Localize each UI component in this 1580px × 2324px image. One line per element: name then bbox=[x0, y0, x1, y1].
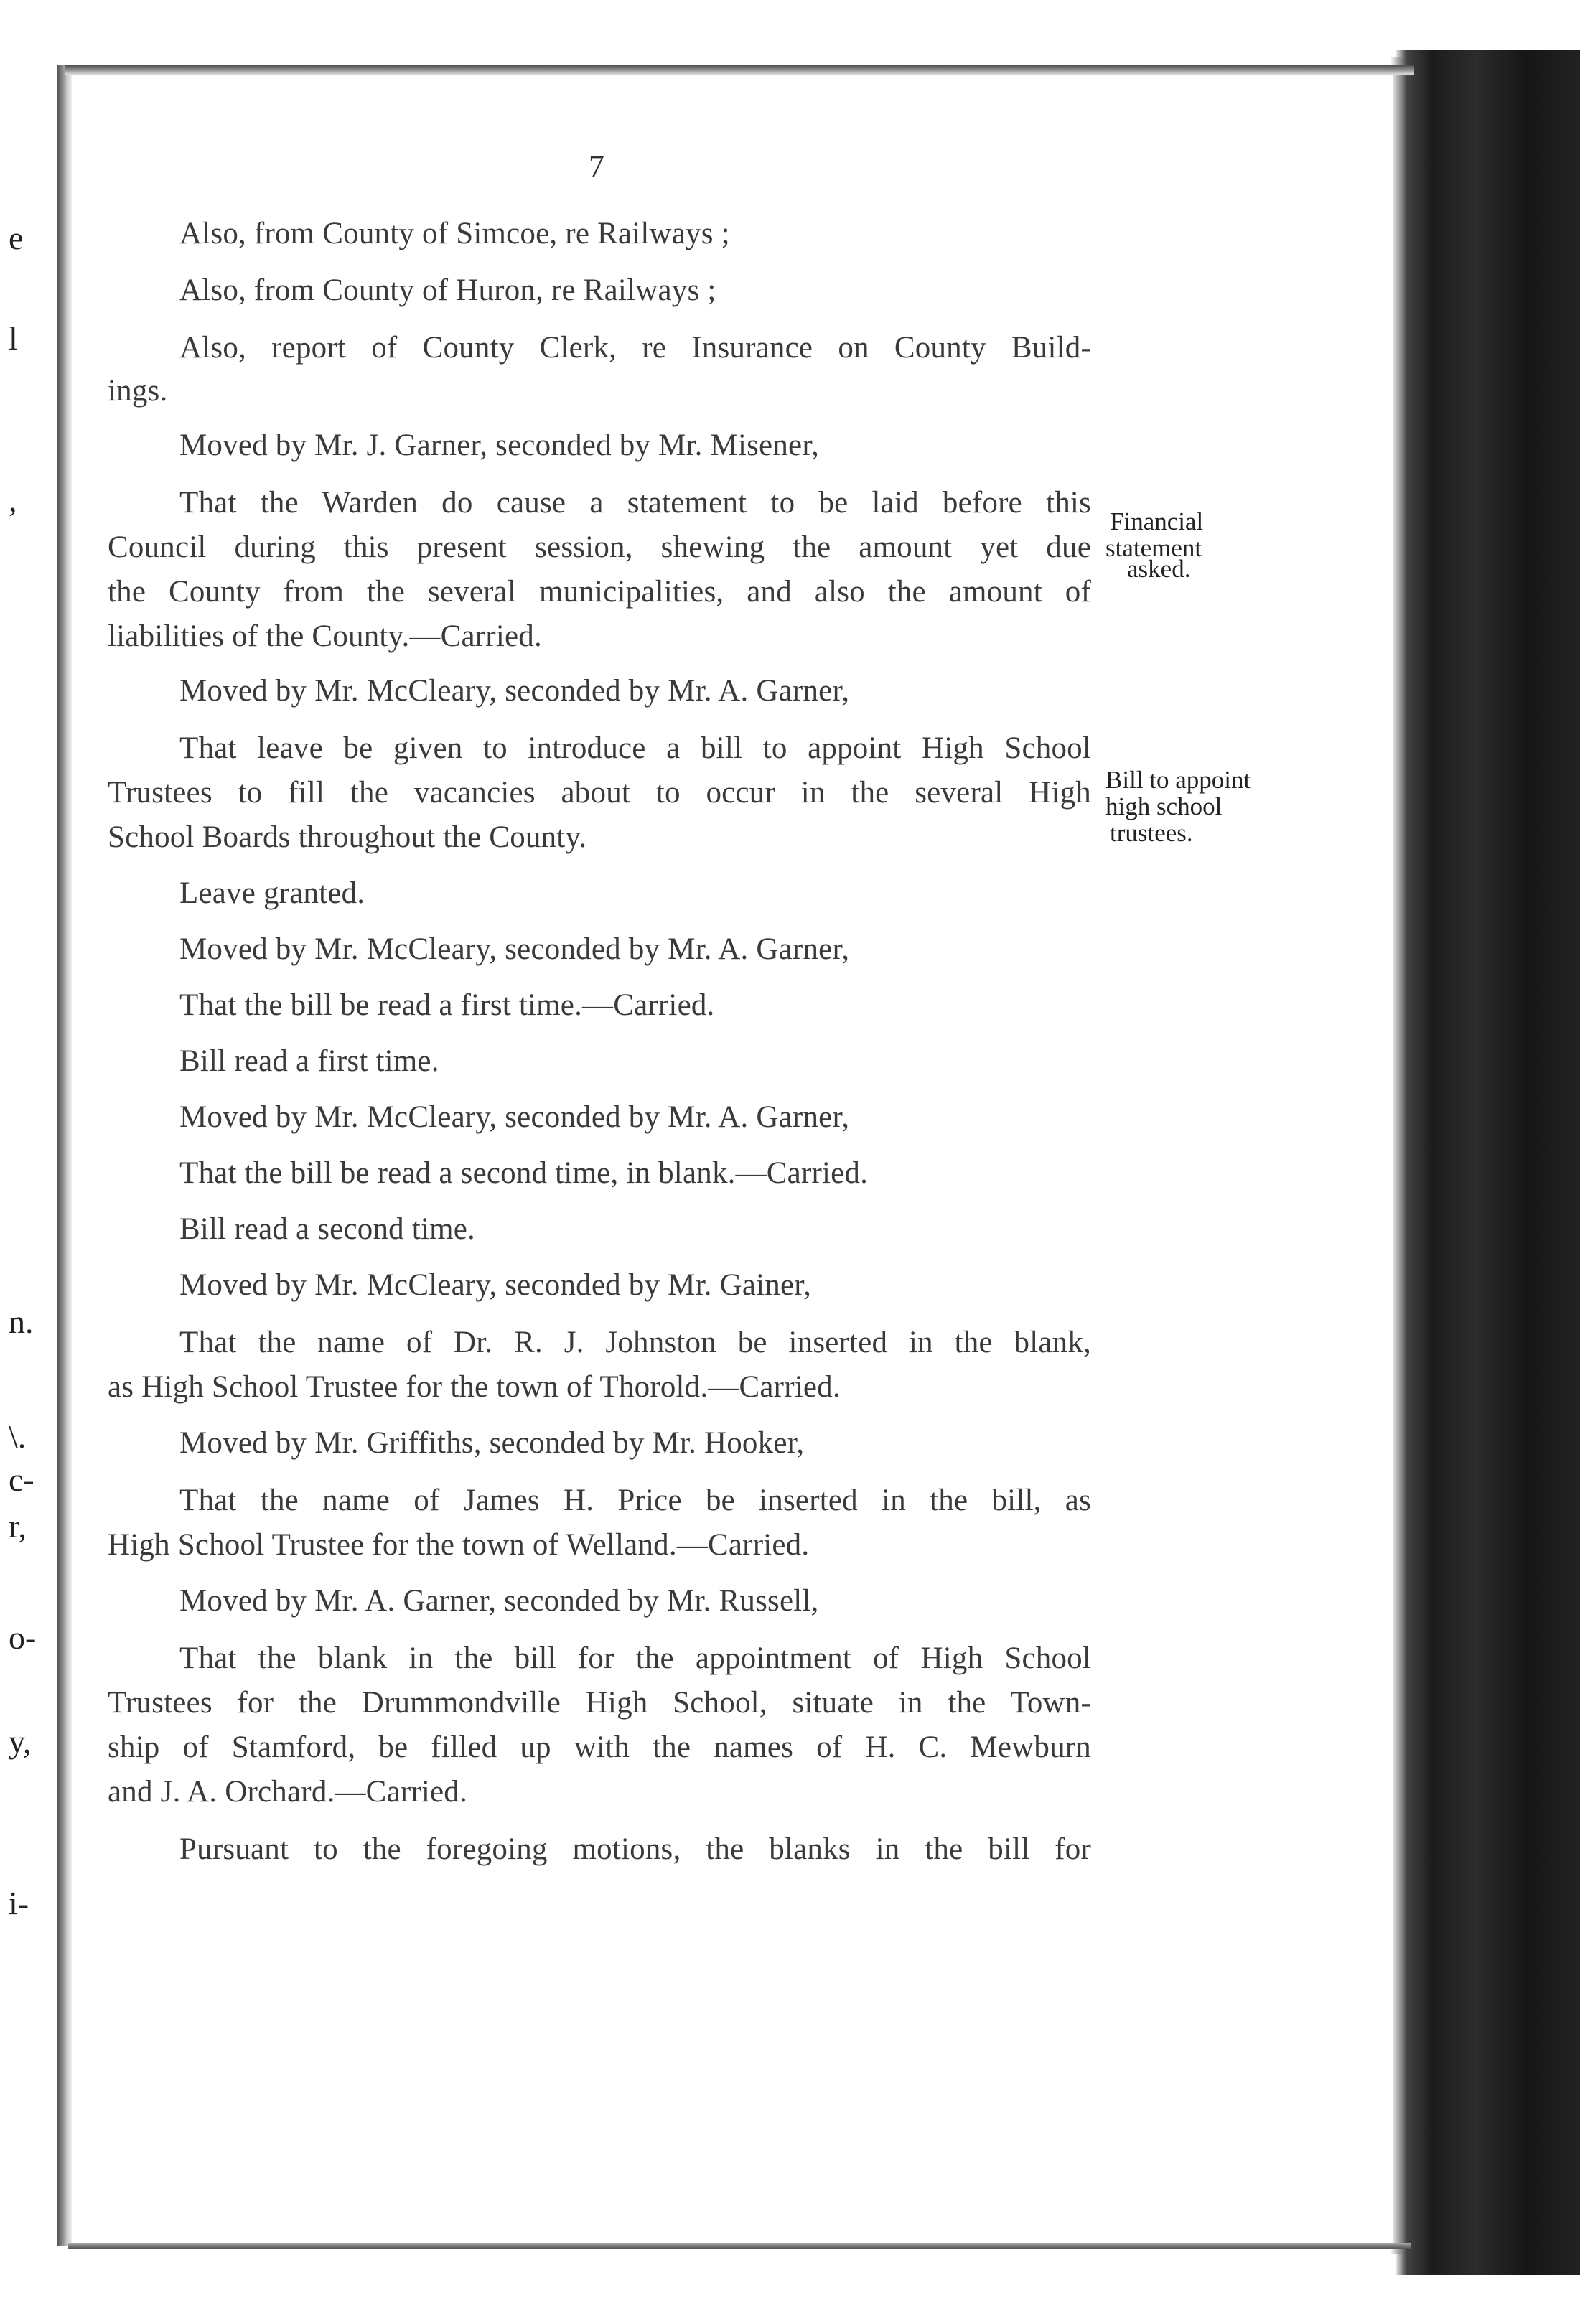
text-line: Moved by Mr. A. Garner, seconded by Mr. Russell, bbox=[179, 1584, 819, 1618]
text-line: Leave granted. bbox=[179, 876, 365, 910]
text-line: Moved by Mr. McCleary, seconded by Mr. A. Garner, bbox=[179, 674, 850, 708]
page-number: 7 bbox=[589, 149, 604, 184]
text-line: Also, from County of Huron, re Railways ; bbox=[179, 273, 716, 307]
left-page-char: o- bbox=[9, 1619, 37, 1656]
margin-note-line: Bill to appoint bbox=[1105, 766, 1251, 794]
text-line: Trustees to fill the vacancies about to occur in the several High bbox=[108, 776, 1091, 810]
left-page-char: n. bbox=[9, 1303, 34, 1340]
text-line: That the bill be read a first time.—Carried. bbox=[179, 988, 715, 1022]
text-line: School Boards throughout the County. bbox=[108, 820, 587, 854]
margin-note-financial-statement bbox=[1105, 508, 1278, 582]
margin-note-line: high school bbox=[1105, 792, 1223, 820]
text-line: Bill read a second time. bbox=[179, 1212, 475, 1246]
margin-note-line: asked. bbox=[1127, 555, 1191, 583]
margin-note-bill-to-appoint bbox=[1105, 767, 1278, 846]
text-line: Moved by Mr. McCleary, seconded by Mr. A. Garner, bbox=[179, 932, 850, 966]
text-line: as High School Trustee for the town of Thorold.—Carried. bbox=[108, 1370, 841, 1404]
text-line: That the name of Dr. R. J. Johnston be inserted in the blank, bbox=[179, 1326, 1091, 1359]
text-line: liabilities of the County.—Carried. bbox=[108, 619, 542, 653]
text-line: That leave be given to introduce a bill to appoint High School bbox=[179, 731, 1091, 765]
text-line: Council during this present session, shewing the amount yet due bbox=[108, 530, 1091, 564]
text-line: Moved by Mr. McCleary, seconded by Mr. Gainer, bbox=[179, 1268, 812, 1302]
text-line: Bill read a first time. bbox=[179, 1044, 439, 1078]
text-line: That the Warden do cause a statement to be laid before this bbox=[179, 486, 1091, 520]
left-page-char: c- bbox=[9, 1461, 34, 1498]
margin-note-line: trustees. bbox=[1110, 819, 1193, 847]
text-line: ings. bbox=[108, 374, 168, 408]
text-line: Trustees for the Drummondville High School, situate in the Town- bbox=[108, 1686, 1091, 1720]
text-line: Pursuant to the foregoing motions, the blanks in the bill for bbox=[179, 1832, 1091, 1866]
text-line: Moved by Mr. J. Garner, seconded by Mr. Misener, bbox=[179, 428, 820, 462]
text-line: Also, report of County Clerk, re Insurance on County Build- bbox=[179, 331, 1091, 365]
left-page-char: i- bbox=[9, 1885, 29, 1921]
left-page-fragment bbox=[0, 0, 66, 2324]
left-page-char: \. bbox=[9, 1418, 27, 1455]
left-page-char: r, bbox=[9, 1508, 27, 1545]
book-gutter bbox=[57, 65, 72, 2246]
text-line: That the name of James H. Price be inserted in the bill, as bbox=[179, 1484, 1091, 1517]
text-line: the County from the several municipalities, and also the amount of bbox=[108, 575, 1091, 609]
left-page-char: l bbox=[9, 320, 18, 357]
text-line: That the blank in the bill for the appointment of High School bbox=[179, 1641, 1091, 1675]
page-bottom-edge bbox=[68, 2243, 1411, 2249]
text-line: ship of Stamford, be filled up with the names of H. C. Mewburn bbox=[108, 1730, 1091, 1764]
text-line: Also, from County of Simcoe, re Railways ; bbox=[179, 217, 730, 250]
left-page-char: e bbox=[9, 220, 24, 256]
page-top-edge bbox=[65, 65, 1414, 75]
left-page-char: , bbox=[9, 482, 17, 518]
margin-note-line: Financial bbox=[1110, 507, 1204, 535]
text-line: That the bill be read a second time, in blank.—Carried. bbox=[179, 1156, 869, 1190]
left-page-char: y, bbox=[9, 1723, 32, 1760]
text-line: Moved by Mr. Griffiths, seconded by Mr. Hooker, bbox=[179, 1426, 805, 1460]
margin-note-line: statement bbox=[1105, 534, 1202, 562]
text-line: Moved by Mr. McCleary, seconded by Mr. A. Garner, bbox=[179, 1100, 850, 1134]
book-binding bbox=[1396, 50, 1580, 2275]
text-line: and J. A. Orchard.—Carried. bbox=[108, 1775, 467, 1809]
page-stack-edge bbox=[1391, 57, 1403, 2254]
text-line: High School Trustee for the town of Welland.—Carried. bbox=[108, 1528, 810, 1562]
